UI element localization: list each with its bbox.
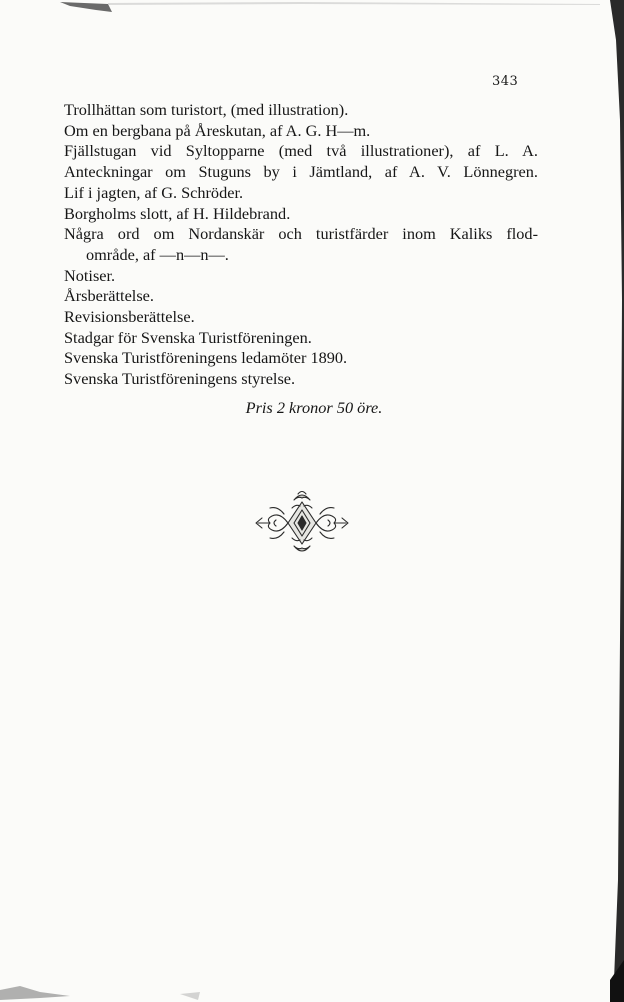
contents-line: Notiser. bbox=[64, 265, 116, 285]
right-edge-shadow bbox=[610, 0, 624, 1002]
table-of-contents bbox=[64, 100, 544, 390]
contents-line: Om en bergbana på Åreskutan, af A. G. H—m. bbox=[64, 120, 371, 140]
contents-line: Anteckningar om Stuguns by i Jämtland, af A. V. Lönnegren. bbox=[64, 162, 538, 182]
contents-line: Trollhättan som turistort, (med illustration). bbox=[64, 100, 349, 119]
contents-line-continuation: område, af —n—n—. bbox=[86, 244, 229, 264]
contents-line: Fjällstugan vid Syltopparne (med två illustrationer), af L. A. bbox=[64, 141, 538, 161]
bottom-edge-shadow bbox=[0, 976, 624, 1002]
contents-line: Revisionsberättelse. bbox=[64, 307, 195, 327]
contents-line: Svenska Turistföreningens styrelse. bbox=[64, 369, 296, 389]
contents-line: Stadgar för Svenska Turistföreningen. bbox=[64, 327, 312, 347]
contents-line: Några ord om Nordanskär och turistfärder inom Kaliks flod- bbox=[64, 224, 538, 244]
contents-line: Lif i jagten, af G. Schröder. bbox=[64, 182, 244, 202]
floral-vignette-icon bbox=[254, 490, 350, 556]
page-number: 343 bbox=[492, 74, 519, 89]
top-edge-shadow bbox=[0, 0, 624, 16]
contents-line: Svenska Turistföreningens ledamöter 1890. bbox=[64, 348, 348, 368]
price-line: Pris 2 kronor 50 öre. bbox=[245, 398, 383, 417]
contents-line: Borgholms slott, af H. Hildebrand. bbox=[64, 203, 291, 223]
contents-line: Årsberättelse. bbox=[64, 286, 154, 306]
